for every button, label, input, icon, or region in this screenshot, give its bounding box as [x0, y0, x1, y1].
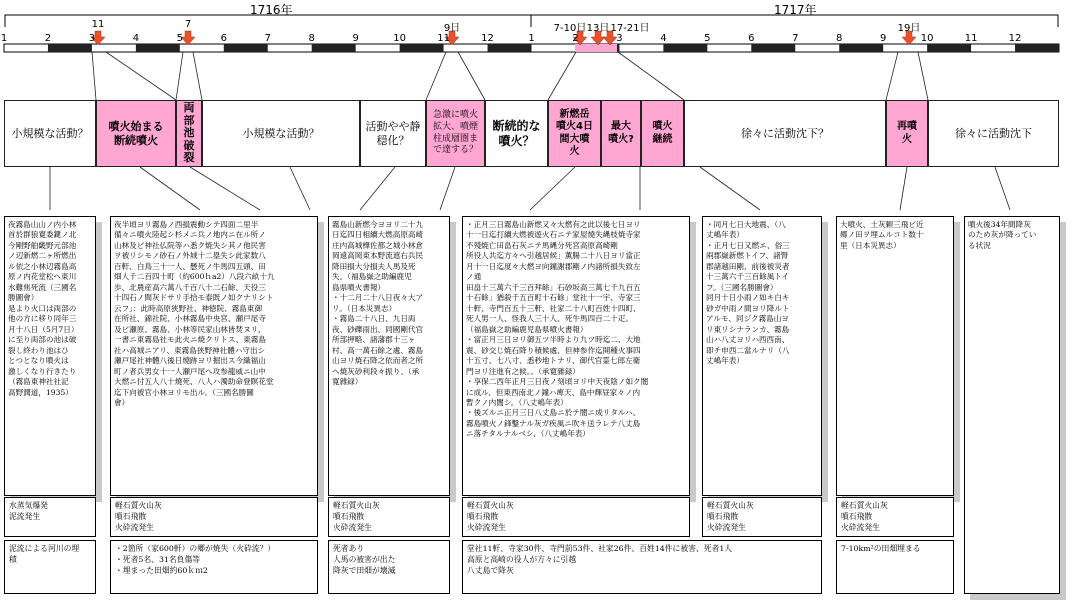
month-segment-dark [927, 44, 971, 52]
phase-small-activity-2: 小規模な活動？ [202, 100, 360, 167]
month-segment-dark [839, 44, 883, 52]
phase-re-eruption: 再噴 火 [886, 100, 928, 167]
record-column-2 [110, 216, 318, 496]
event-label-7-10: 7-10日 [553, 23, 587, 34]
damage-box-1: 泥流による河川の埋 積 [4, 540, 96, 594]
phase-eruption-starts: 噴火始まる 断続噴火 [96, 100, 176, 167]
month-label: 7 [264, 33, 271, 44]
event-label-7: 7 [184, 19, 192, 30]
event-label-9: 9日 [443, 23, 461, 34]
record-text-3: 霧島山新燃今ヨヨリ二十九 日迄四日相續大燃高原高崎 庄内高城樺佐都之城小林倉 岡遠高岡東本野流遮右兵民 降田損大分損夫人馬及死 失。（福島嶽之助編鹿児 島県噴火書報） ・十二月二十八日夜々大ア リ。（日本災異志） ・霧島二十八日、九日両 夜、砂礫雨出、同國剛代官 所部押略、諸藩郡十三ヶ 村、高一萬石餘之處、霧島 山ヨリ焼石降之依而者之所 へ焼灰砂利段々振り、（承 寛雜録） [332, 220, 424, 387]
damage-box-5: 7-10km²の田畑埋まる [836, 540, 954, 594]
damage-box-3: 死者あり 人馬の被害が出た 降灰で田畑が壊滅 [328, 540, 450, 594]
month-label: 6 [220, 33, 227, 44]
month-label: 7 [792, 33, 799, 44]
month-label: 3 [88, 33, 96, 44]
connector-line [176, 52, 183, 100]
record-text-5: ・同月七日大地震、（八 丈嶋年表） ・正月七日又燃エ、俗三 兩郡嶽新燃トイフ、諸腎 郡諸越田剛、前後被災者 十三萬六千三百餘風トイ フ。（三國名勝圖會） 同月十日小雨ノ如キ白キ 砂ガ中雨ノ間ヨリ降ルト アルモ、同ジク霧島山ヨ リ東リシナランカ、霧島 山ハ八丈ヨリハ西西南、 即チ申西二當ルナリ（八 丈嶋年表） [706, 220, 790, 366]
connector-line [886, 52, 898, 100]
hazard-box-1: 水蒸気爆発 泥流発生 [4, 497, 96, 537]
record-column-4 [462, 216, 690, 496]
year-label-1716: 1716年 [250, 3, 293, 17]
connector-line [106, 52, 176, 100]
record-text-7: 噴火後34年間降灰 のため灰が降ってい る状況 [968, 220, 1037, 250]
event-label-19: 19日 [897, 23, 921, 34]
connector-line [918, 52, 928, 100]
phase-gradual-decline-2: 徐々に活動沈下 [928, 100, 1059, 167]
connector-line [426, 52, 446, 100]
record-column-6 [836, 216, 954, 496]
record-column-7 [964, 216, 1060, 594]
record-text-6: 大噴火、土灰頼三飛ビ近 郷ノ田ヲ埋ムルコト数十 里（日本災異志） [840, 220, 924, 250]
phase-small-activity-1: 小規模な活動？ [4, 100, 96, 167]
damage-box-2: ・2箇所（家600軒）の郷が焼失（火砕流？） ・死者5名、31名負傷等 ・埋まった田畑約60ｋｍ2 [110, 540, 318, 594]
record-column-1 [4, 216, 96, 496]
phase-eruption-continues: 噴火 継続 [641, 100, 684, 167]
month-label: 5 [176, 33, 184, 44]
event-label-17-21: 17-21日 [610, 23, 650, 34]
month-label: 12 [1008, 33, 1022, 44]
phase-rapid-expansion: 急激に噴火 拡大、噴煙 柱成層圏ま で達する？ [426, 100, 485, 167]
connector-line [440, 167, 455, 210]
hazard-box-4: 軽石質火山灰 噴石飛散 火砕流発生 [462, 497, 690, 537]
month-label: 3 [616, 33, 623, 44]
phase-ryobu-pond-burst: 両 部 池 破 裂 [176, 100, 202, 167]
month-label: 4 [132, 33, 140, 44]
record-column-5 [702, 216, 822, 496]
month-label: 1 [0, 33, 8, 44]
phase-intermittent: 断続的な 噴火？ [485, 100, 548, 167]
month-label: 8 [308, 33, 315, 44]
month-segment-dark [136, 44, 180, 52]
month-label: 2 [44, 33, 52, 44]
phase-calming: 活動やや静 穏化？ [360, 100, 426, 167]
month-segment-dark [1015, 44, 1059, 52]
month-label: 4 [660, 33, 667, 44]
month-label: 5 [704, 33, 711, 44]
damage-box-4: 堂社11軒、寺家30件、寺門前53件、社家26件、百姓14件に被害、死者1人 高原と高崎の役人が方々に引越 八丈島で降灰 [462, 540, 822, 594]
connector-line [995, 167, 1010, 210]
hazard-box-6: 軽石質火山灰 噴石飛散 火砕流発生 [836, 497, 954, 537]
connector-line [193, 52, 202, 100]
event-label-11: 11 [91, 19, 105, 30]
month-label: 1 [528, 33, 535, 44]
phase-gradual-decline-1: 徐々に活動沈下？ [684, 100, 886, 167]
month-label: 10 [393, 33, 406, 44]
month-segment-dark [400, 44, 444, 52]
connector-line [190, 167, 260, 210]
record-column-3 [328, 216, 450, 496]
month-segment-dark [751, 44, 795, 52]
event-label-13: 13日 [586, 23, 610, 34]
month-label: 10 [920, 33, 934, 44]
hazard-box-5: 軽石質火山灰 噴石飛散 火砕流発生 [702, 497, 822, 537]
connector-line [360, 167, 395, 210]
month-segment-dark [312, 44, 356, 52]
connector-line [530, 167, 575, 210]
connector-line [700, 167, 760, 210]
connector-line [900, 167, 907, 210]
month-segment-dark [663, 44, 707, 52]
connector-line [458, 52, 485, 100]
connector-line [290, 167, 310, 210]
month-label: 11 [437, 33, 450, 44]
event-arrow-icon [181, 31, 195, 45]
month-segment-dark [224, 44, 268, 52]
year-label-1717: 1717年 [774, 3, 817, 17]
connector-line [92, 52, 96, 100]
connector-line [140, 167, 200, 210]
connector-line [548, 52, 576, 100]
month-label: 9 [352, 33, 359, 44]
month-label: 2 [572, 33, 579, 44]
record-text-1: 夜霧島山山ノ内小林 首於群狼寛委鍵ノ北 今剛野舶畿野元部池 ノ辺新燃二ヶ所燃出 ル依之小林辺霧島高 原ノ内花堂松ヘ東川 水難焦死流（三國名 勝圖會） 是より火口は両部の 他の方に移り同年三 月十八日（5月7日） に至り両部の池は破 裂し終わり池はひ とつとなり噴火は 激しくなり行きたり （霧島東神社社記 高野潤道，1935） [8, 220, 79, 397]
connector-line [618, 52, 684, 100]
hazard-box-3: 軽石質火山灰 噴石飛散 火砕流発生 [328, 497, 450, 537]
month-label: 11 [964, 33, 978, 44]
hazard-box-2: 軽石質火山灰 噴石飛散 火砕流発生 [110, 497, 318, 537]
record-text-2: 夜半頃ヨリ霧島ノ西損震動シテ四面二里半 備々ニ噴火陸起シ杉メニ兵ノ地内ニ在ル所ノ 山林及ビ神社仏院等ハ悉ク焼失シ其ノ他民害 ヲ被リシモノ砂石ノ外城十二塁失シ此家数八 百軒、白鳥三十一人、懸死ノ牛馬四五頭、田 畑人千二百四十町（約600ｈa2）八段六畝十九 歩、北農産高六萬八千百八十二石餘、天役三 十四石ノ間灰ドサリ手拾モ泰既ノ如クナリシト 云フ」：此時高原狭野社、神徳院、霧島東御 在所社、錦社院、小林霧島中央宮、瀬戸尾寺 及ビ瀬原、霧島、小林等民家山林皆焚ヌリ、 一書ニ東霧島社モ此火ニ焼クリトス、東霧島 社ハ高城ニアリ、東霧島狭野神社體ハ守出シ 瀬戸尾社神體八後日燒跡ヨリ掘出ス今織福山 町ノ者兵男女十一人瀬戸尾へ攻参龍威ニ山中 大燃ニ付五人八十燒死、八人ハ濁助命登瞑花堂 迄下向被官小林ヨリモ出ル。（三國名勝圖 會） [114, 220, 275, 407]
month-label: 12 [481, 33, 494, 44]
month-label: 6 [748, 33, 755, 44]
month-label: 9 [879, 33, 887, 44]
month-segment-dark [488, 44, 532, 52]
phase-shinmoedake-4day: 新燃岳 噴火4日 間大噴 火 [548, 100, 601, 167]
month-segment-dark [48, 44, 92, 52]
month-label: 8 [836, 33, 843, 44]
record-text-4: ・正月三日霧島山新燃又々大燃有之此以後七日ヨリ 十一日迄打續大燃被遊火石ニテ家屋燒失縄枝焼寺家 不殘焼亡田畠石灰ニテ馬縄分死宮高原高崎剛 所役人共迄方々へ引越居候」薫腸二十八日ヨリ當正 月十一日迄度々大燃ヨ向鐘謝郡剛ノ内諸所損失致左 ノ通 田畠十三萬六千三百拜餘」石砂坂高三萬七千九百五 十石餘」猶殺千五百町十石餘」堂社十一宇、寺家三 十軒、寺門百五十三軒、社家二十八町百姓十四町、 死人男一人、怪我人三十人、死牛馬四百二十疋。 （福島嶽之助編鹿児島県噴火書報） ・富正月三日ヨリ御五ツ半時より九ツ時迄二、大地 震、砂交じ焼石降り積候處、但神参作迄開種火事四 十五寸、七八寸、悉秒地トナリ、御代官霊七郎左衛 門ヨリ注進有之候。。（承寛雜録） ・享保二西年正月三日夜ノ刻頃ヨリ中天夜陰ノ如ク闇 に成ル、但東西南北ノ鐘ハ痺天、島中輝昼家々ノ内 暫クノ内闇シ。（八丈嶋年表） ・後ズルニ正月三日八丈島ニ於テ闇ニ成リタルハ、 霧島噴火ノ鋒鑿ナル灰ガ疾風ニ吹キ送ラレテ八丈島 ニ落チタルナルベシ、（八丈嶋年表） [466, 220, 649, 439]
phase-max-eruption: 最大 噴火? [601, 100, 641, 167]
eruption-highlight-segment [575, 44, 617, 52]
